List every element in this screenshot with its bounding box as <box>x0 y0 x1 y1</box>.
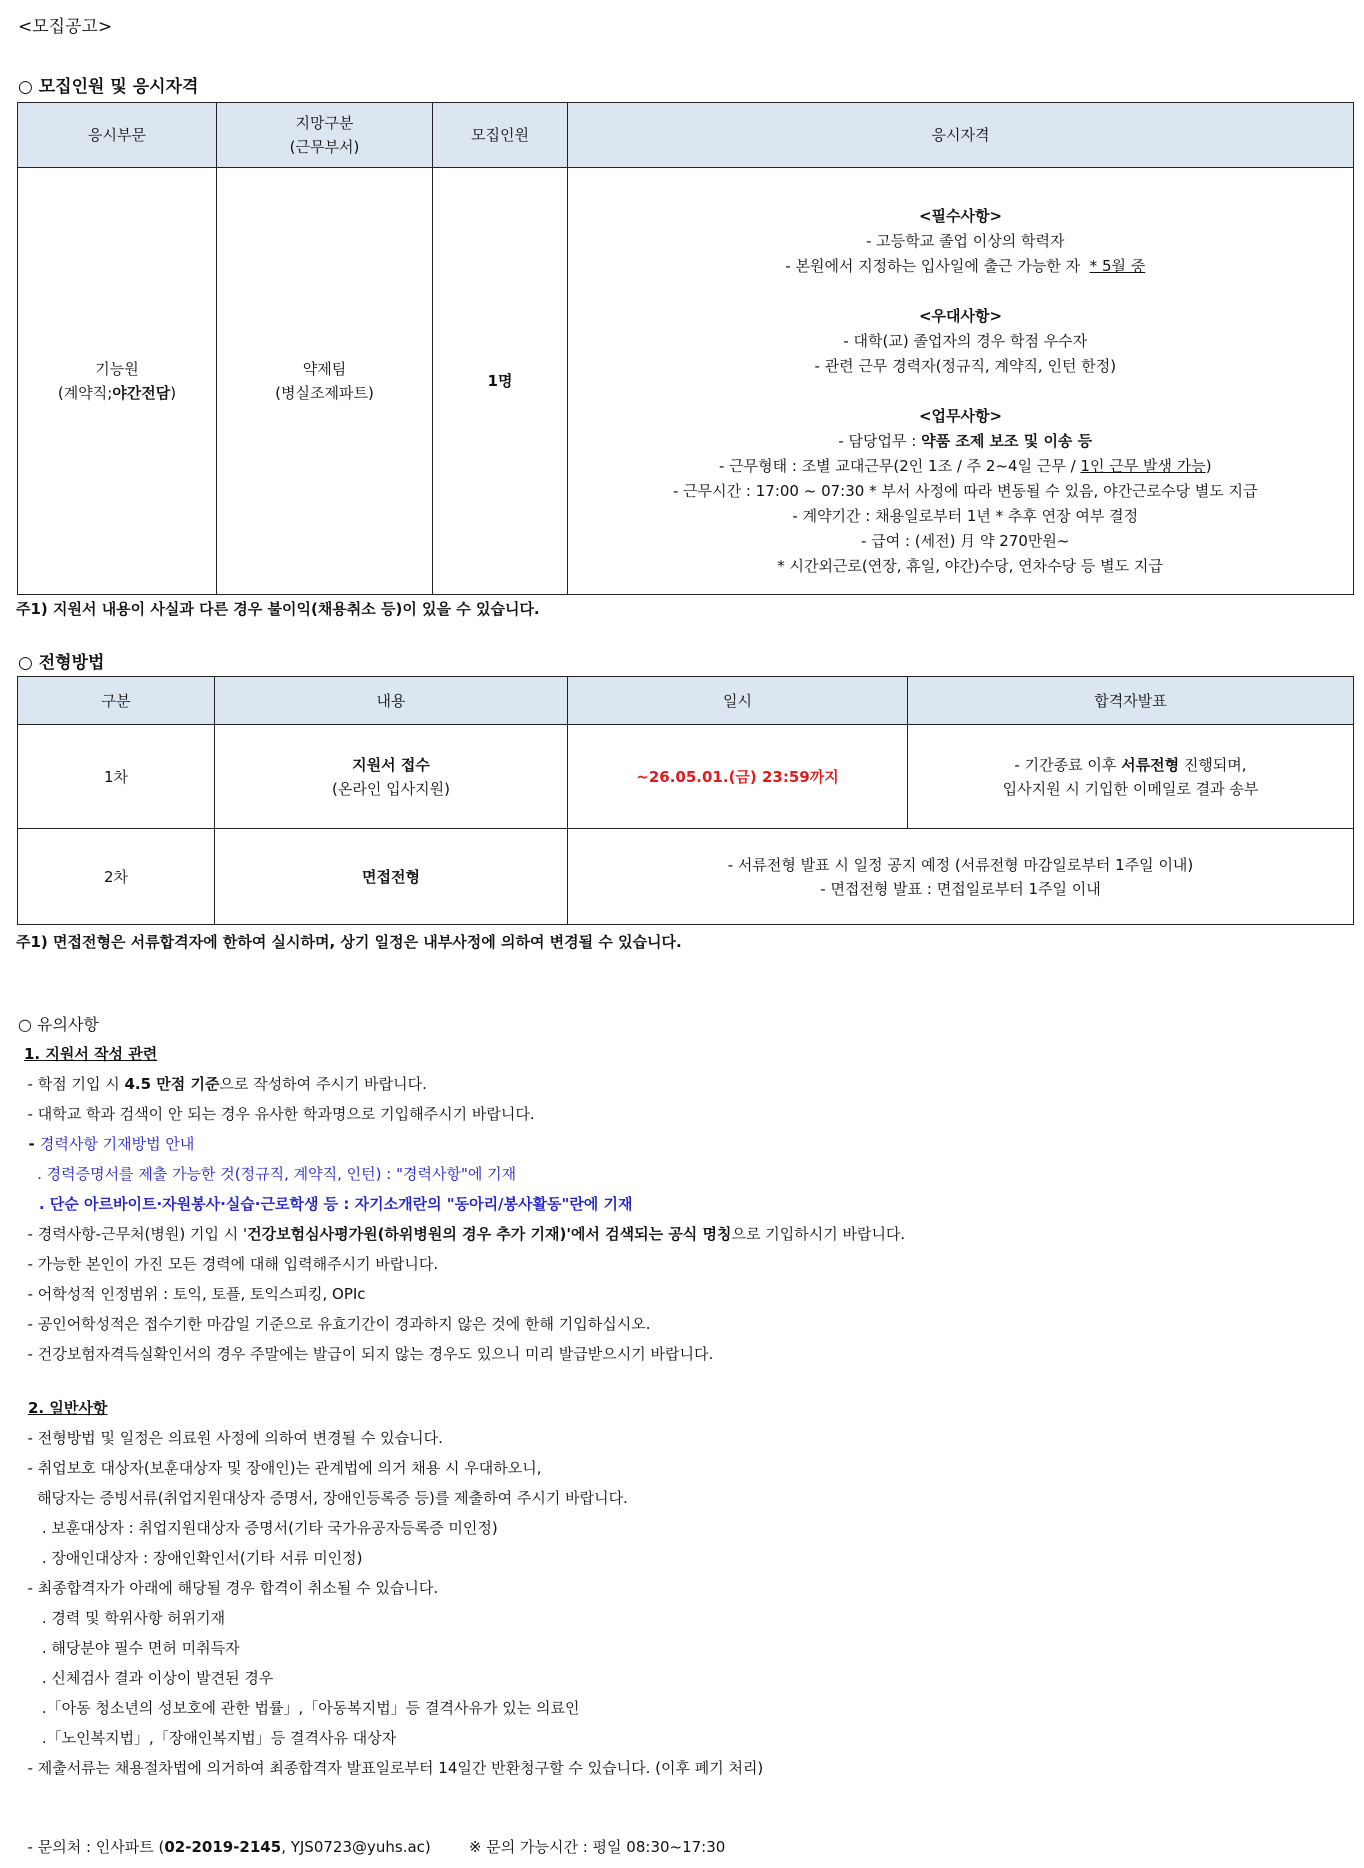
header-date: 일시 <box>568 677 908 725</box>
cell-count: 1명 <box>433 168 568 595</box>
preferred-item: - 대학(교) 졸업자의 경우 학점 우수자 <box>833 331 1088 350</box>
cell-qualifications <box>568 168 1354 595</box>
cell-dept <box>18 168 217 595</box>
notes-item: . 해당분야 필수 면허 미취득자 <box>18 1639 240 1657</box>
notes-item: - 취업보호 대상자(보훈대상자 및 장애인)는 관계법에 의거 채용 시 우대하오니, <box>18 1459 542 1477</box>
duty-item: - 계약기간 : 채용일로부터 1년 * 추후 연장 여부 결정 <box>782 506 1139 525</box>
notes-item: - 전형방법 및 일정은 의료원 사정에 의하여 변경될 수 있습니다. <box>18 1429 443 1447</box>
duty-item-underline: 1인 근무 발생 가능 <box>1080 456 1206 475</box>
section-heading-selection: ○ 전형방법 <box>18 653 105 673</box>
recruitment-table <box>17 102 1354 595</box>
result-text: 진행되며, <box>1179 755 1247 774</box>
unit-part: (병실조제파트) <box>275 384 374 402</box>
notes-bold: 4.5 만점 기준 <box>124 1075 220 1093</box>
duty-item: - 급여 : (세전) 月 약 270만원~ <box>851 531 1070 550</box>
notes-text: - 학점 기입 시 <box>18 1075 125 1093</box>
notes-text: - <box>18 1135 40 1153</box>
cell-deadline: ~26.05.01.(금) 23:59까지 <box>568 725 908 829</box>
section1-note: 주1) 지원서 내용이 사실과 다른 경우 불이익(채용취소 등)이 있을 수 있습니다. <box>16 600 540 618</box>
notes-item: .「노인복지법」,「장애인복지법」등 결격사유 대상자 <box>18 1729 397 1747</box>
content-title: 지원서 접수 <box>352 755 430 774</box>
notes-item: . 경력증명서를 제출 가능한 것(정규직, 계약직, 인턴) : "경력사항"에 기재 <box>18 1165 517 1183</box>
cell-stage-2: 2차 <box>18 829 215 925</box>
notes-item: . 경력 및 학위사항 허위기재 <box>18 1609 226 1627</box>
notes-bold: 건강보험심사평가원(하위병원의 경우 추가 기재)'에서 검색되는 공식 명칭 <box>247 1225 732 1243</box>
notes-text: - 경력사항-근무처(병원) 기입 시 ' <box>18 1225 248 1243</box>
page-title: <모집공고> <box>18 17 113 37</box>
notes-item: . 신체검사 결과 이상이 발견된 경우 <box>18 1669 274 1687</box>
table-row <box>18 829 1354 925</box>
header-count: 모집인원 <box>433 103 568 168</box>
duty-title: <업무사항> <box>918 406 1003 425</box>
notes-item: - 대학교 학과 검색이 안 되는 경우 유사한 학과명으로 기입해주시기 바랍니다. <box>18 1105 535 1123</box>
selection-table <box>17 676 1354 925</box>
preferred-item: - 관련 근무 경력자(정규직, 계약직, 인턴 한정) <box>804 356 1117 375</box>
notes-item: 해당자는 증빙서류(취업지원대상자 증명서, 장애인등록증 등)를 제출하여 주시기 바랍니다. <box>18 1489 628 1507</box>
header-content: 내용 <box>215 677 568 725</box>
interview-detail-line: - 서류전형 발표 시 일정 공지 예정 (서류전형 마감일로부터 1주일 이내) <box>727 855 1194 874</box>
notes-item: - 건강보험자격득실확인서의 경우 주말에는 발급이 되지 않는 경우도 있으니 미리 발급받으시기 바랍니다. <box>18 1345 714 1363</box>
cell-content-1 <box>215 725 568 829</box>
subsection-application: 1. 지원서 작성 관련 <box>24 1045 158 1063</box>
notes-text: 으로 작성하여 주시기 바랍니다. <box>219 1075 427 1093</box>
result-bold: 서류전형 <box>1121 755 1180 774</box>
required-item: - 고등학교 졸업 이상의 학력자 <box>856 231 1065 250</box>
header-unit <box>217 103 433 168</box>
table-header-row <box>18 677 1354 725</box>
dept-type <box>18 381 216 405</box>
contact-label: - 문의처 : 인사파트 ( <box>18 1838 165 1856</box>
header-stage: 구분 <box>18 677 215 725</box>
section-heading-notes: ○ 유의사항 <box>18 1015 99 1034</box>
duty-item <box>568 429 1353 454</box>
notes-item: - 제출서류는 채용절차법에 의거하여 최종합격자 발표일로부터 14일간 반환청구할 수 있습니다. (이후 폐기 처리) <box>18 1759 764 1777</box>
notes-item: - 최종합격자가 아래에 해당될 경우 합격이 취소될 수 있습니다. <box>18 1579 439 1597</box>
required-title: <필수사항> <box>918 206 1003 225</box>
contact-email-hours: , YJS0723@yuhs.ac) ※ 문의 가능시간 : 평일 08:30~17:30 <box>281 1838 726 1856</box>
required-item-note: * 5월 중 <box>1089 256 1146 275</box>
notes-item <box>18 1133 194 1155</box>
notes-item: - 어학성적 인정범위 : 토익, 토플, 토익스피킹, OPIc <box>18 1285 366 1303</box>
table-row <box>18 168 1354 595</box>
table-row <box>18 725 1354 829</box>
preferred-title: <우대사항> <box>918 306 1003 325</box>
duty-item-value: 약품 조제 보조 및 이송 등 <box>921 431 1093 450</box>
duty-item-label: - 담당업무 : <box>828 431 922 450</box>
contact-line <box>18 1836 725 1858</box>
content-sub: (온라인 입사지원) <box>332 779 450 798</box>
duty-item-close: ) <box>1205 456 1212 475</box>
duty-item: * 시간외근로(연장, 휴일, 야간)수당, 연차수당 등 별도 지급 <box>758 556 1163 575</box>
notes-blue: 경력사항 기재방법 안내 <box>39 1135 195 1153</box>
notes-item: - 공인어학성적은 접수기한 마감일 기준으로 유효기간이 경과하지 않은 것에 한해 기입하십시오. <box>18 1315 651 1333</box>
dept-type-c: ) <box>170 384 177 402</box>
cell-content-2: 면접전형 <box>215 829 568 925</box>
dept-type-b: 야간전담 <box>112 384 171 402</box>
contact-phone: 02-2019-2145 <box>164 1838 282 1856</box>
section2-note: 주1) 면접전형은 서류합격자에 한하여 실시하며, 상기 일정은 내부사정에 의하여 변경될 수 있습니다. <box>16 933 682 951</box>
table-header-row <box>18 103 1354 168</box>
header-dept: 응시부문 <box>18 103 217 168</box>
notes-item <box>18 1223 905 1245</box>
notes-item: . 단순 아르바이트·자원봉사·실습·근로학생 등 : 자기소개란의 "동아리/봉사활동"란에 기재 <box>18 1195 633 1213</box>
required-item <box>568 254 1353 279</box>
required-item-text: - 본원에서 지정하는 입사일에 출근 가능한 자 <box>775 256 1090 275</box>
notes-item: . 보훈대상자 : 취업지원대상자 증명서(기타 국가유공자등록증 미인정) <box>18 1519 498 1537</box>
notes-item <box>18 1073 427 1095</box>
header-result: 합격자발표 <box>908 677 1354 725</box>
duty-item: - 근무시간 : 17:00 ~ 07:30 * 부서 사정에 따라 변동될 수 있음, 야간근로수당 별도 지급 <box>663 481 1258 500</box>
section-heading-recruitment: ○ 모집인원 및 응시자격 <box>18 77 199 97</box>
result-text: - 기간종료 이후 <box>1014 755 1122 774</box>
notes-item: - 가능한 본인이 가진 모든 경력에 대해 입력해주시기 바랍니다. <box>18 1255 439 1273</box>
header-unit-line2: (근무부서) <box>289 138 360 156</box>
notes-text: 으로 기입하시기 바랍니다. <box>731 1225 906 1243</box>
header-qual: 응시자격 <box>568 103 1354 168</box>
notes-item: . 장애인대상자 : 장애인확인서(기타 서류 미인정) <box>18 1549 363 1567</box>
cell-result-1 <box>908 725 1354 829</box>
cell-stage-1: 1차 <box>18 725 215 829</box>
cell-interview-detail <box>568 829 1354 925</box>
duty-item <box>568 454 1353 479</box>
subsection-general: 2. 일반사항 <box>28 1399 108 1417</box>
cell-unit <box>217 168 433 595</box>
header-unit-line1: 지망구분 <box>295 114 354 132</box>
unit-name: 약제팀 <box>302 360 347 378</box>
dept-name: 기능원 <box>95 360 139 378</box>
notes-item: .「아동 청소년의 성보호에 관한 법률」,「아동복지법」등 결격사유가 있는 의료인 <box>18 1699 580 1717</box>
duty-item-label: - 근무형태 : 조별 교대근무(2인 1조 / 주 2~4일 근무 / <box>709 456 1081 475</box>
dept-type-a: (계약직; <box>57 384 113 402</box>
result-line <box>908 753 1353 777</box>
interview-detail-line: - 면접전형 발표 : 면접일로부터 1주일 이내 <box>820 879 1101 898</box>
result-line: 입사지원 시 기입한 이메일로 결과 송부 <box>1002 779 1259 798</box>
